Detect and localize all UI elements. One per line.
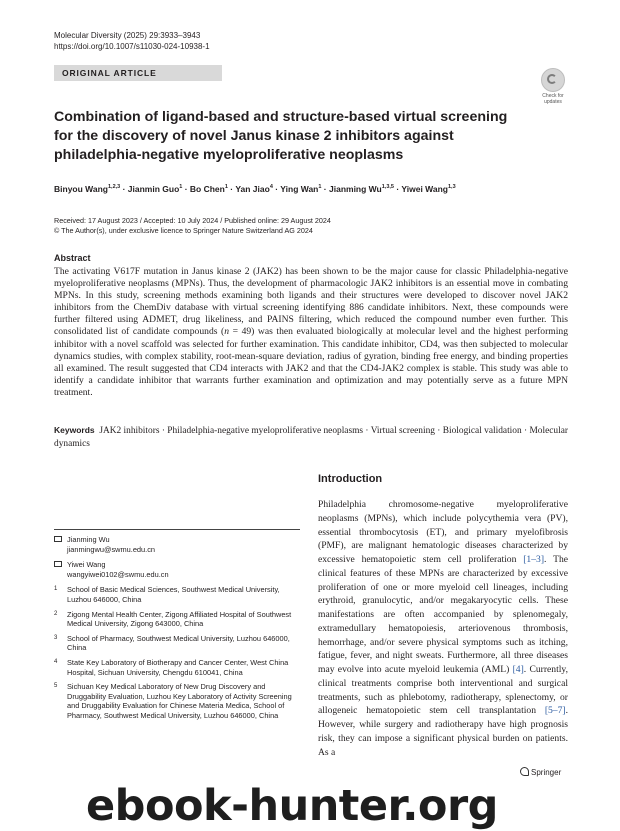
correspondent-email[interactable]: wangyiwei0102@swmu.edu.cn — [67, 569, 169, 579]
abstract-heading: Abstract — [54, 253, 91, 263]
citation-link[interactable]: [5–7] — [544, 705, 566, 717]
affiliation-number: 4 — [54, 658, 58, 665]
author-separator: · — [227, 183, 236, 194]
affiliation-number: 3 — [54, 634, 58, 641]
author-separator: · — [321, 183, 329, 194]
affiliation-number: 2 — [54, 610, 58, 617]
refresh-icon — [541, 68, 565, 92]
article-type-banner: ORIGINAL ARTICLE — [54, 65, 222, 81]
affiliation-item — [54, 634, 304, 653]
affiliation-number: 5 — [54, 683, 58, 690]
author-name[interactable]: Bo Chen$^1$ — [189, 183, 228, 194]
affiliations-footnote — [54, 535, 304, 726]
affiliation-text: School of Basic Medical Sciences, Southwest Medical University, Luzhou 646000, China — [67, 585, 280, 604]
affiliation-item — [54, 610, 304, 629]
author-name[interactable]: Jianming Wu$^{1,3,5}$ — [329, 183, 394, 194]
footnote-divider — [54, 529, 300, 530]
author-name[interactable]: Yiwei Wang$^{1,3}$ — [401, 183, 456, 194]
affiliation-text: State Key Laboratory of Biotherapy and Cancer Center, West China Hospital, Sichuan University, Chengdu 610041, China — [67, 657, 289, 677]
springer-horse-icon — [520, 767, 529, 776]
watermark: ebook-hunter.org — [86, 781, 498, 831]
correspondence-entry — [54, 560, 304, 579]
author-separator: · — [393, 183, 402, 194]
author-name[interactable]: Binyou Wang$^{1,2,3}$ — [54, 183, 121, 194]
keywords-text: JAK2 inhibitors · Philadelphia-negative myeloproliferative neoplasms · Virtual screening · Biological validation · Molecular dynamics — [54, 426, 568, 449]
envelope-icon — [54, 536, 62, 542]
introduction-body: Philadelphia chromosome-negative myeloproliferative neoplasms (MPNs), which include polycythemia vera (PV), essential thrombocytosis (ET), and primary myelofibrosis (PMF), are malignant hematologic diseases characterized by excessive hematopoietic stem cell proliferation [1–3]. The clinical features of these MPNs are characterized by excessive proliferation of one or more myeloid cell lineages, including erythroid, granulocytic, and/or megakaryocytic cells. These manifestations are often accompanied by splenomegaly, extramedullary hematopoiesis, arteriovenous thrombosis, hemorrhage, and/or severe physical symptoms such as itching, fatigue, fever, and night sweats. Furthermore, all three diseases may evolve into acute myeloid leukemia (AML) [4]. Currently, clinical treatments comprise both interventional and surgical treatments, such as phlebotomy, radiotherapy, splenectomy, or allogeneic hematopoietic stem cell transplantation [5–7]. However, while surgery and radiotherapy have high prognosis risk, they can impose a significant physical burden on patients. As a — [318, 499, 568, 758]
author-separator: · — [120, 183, 128, 194]
check-for-updates-badge[interactable] — [536, 68, 570, 105]
author-separator: · — [182, 183, 190, 194]
author-list — [54, 181, 574, 195]
correspondent-name: Jianming Wu — [67, 535, 110, 544]
article-title: Combination of ligand-based and structure-based virtual screening for the discovery of novel Janus kinase 2 inhibitors against philadelphia-negative myeloproliferative neoplasms — [54, 109, 508, 163]
keywords — [54, 424, 568, 450]
abstract-body: The activating V617F mutation in Janus kinase 2 (JAK2) has been shown to be the major cause for classic Philadelphia-negative myeloproliferative neoplasms (MPNs). Thus, the development of pharmacologic JAK2 inhibitors is an essential move in combating MPNs. In this study, screening methods examining both ligands and their structures were developed to discover novel JAK2 inhibitors from the ChemDiv database with virtual screening identifying 886 candidate inhibitors. Next, these compounds were further filtered using ADMET, drug likeliness, and PAINS filtering, which reduced the compound number even further. This consolidated list of candidate compounds (n = 49) was then evaluated biologically at molecular level and the highest performing inhibitor with a novel scaffold was selected for further examination. This candidate inhibitor, CD4, was then subjected to molecular dynamics studies, with complex stability, root-mean-square deviation, radius of gyration, binding free energy, and binding properties all examined. The result suggested that CD4 interacts with JAK2 and that the CD4-JAK2 complex is stable. This study was able to identify a candidate inhibitor that warrants further examination and optimization and may potentially serve as a future MPN treatment. — [54, 266, 568, 398]
copyright-line: © The Author(s), under exclusive licence to Springer Nature Switzerland AG 2024 — [54, 226, 313, 235]
correspondent-email[interactable]: jianmingwu@swmu.edu.cn — [67, 544, 156, 554]
publisher-logo — [520, 767, 561, 777]
citation-link[interactable]: [1–3] — [523, 554, 545, 565]
check-updates-label: Check for updates — [542, 93, 564, 105]
affiliation-text: Sichuan Key Medical Laboratory of New Drug Discovery and Druggability Evaluation, Luzhou Key Laboratory of Activity Screening and Druggability Evaluation for Chinese Materia Medica, School of Pharmacy, Southwest Medical University, Luzhou 646000, China — [67, 682, 292, 720]
author-name[interactable]: Jianmin Guo$^1$ — [127, 183, 183, 194]
author-name[interactable]: Yan Jiao$^4$ — [235, 183, 273, 194]
keywords-label: Keywords — [54, 425, 95, 435]
publication-dates — [54, 216, 331, 236]
affiliation-item — [54, 585, 304, 604]
correspondence-entry — [54, 535, 304, 554]
correspondent-name: Yiwei Wang — [67, 560, 106, 570]
doi-link[interactable]: https://doi.org/10.1007/s11030-024-10938-1 — [54, 42, 210, 51]
envelope-icon — [54, 561, 62, 567]
citation-link[interactable]: [4] — [512, 664, 524, 675]
journal-citation: Molecular Diversity (2025) 29:3933–3943 — [54, 31, 201, 40]
introduction-heading: Introduction — [318, 473, 383, 485]
affiliation-number: 1 — [54, 586, 58, 593]
journal-info — [54, 30, 210, 52]
author-separator: · — [272, 183, 281, 194]
affiliation-item — [54, 658, 304, 677]
author-name[interactable]: Ying Wan$^1$ — [280, 183, 322, 194]
affiliation-text: Zigong Mental Health Center, Zigong Affiliated Hospital of Southwest Medical University, Zigong 643000, China — [67, 609, 292, 629]
affiliation-text: School of Pharmacy, Southwest Medical University, Luzhou 646000, China — [67, 633, 290, 653]
received-accepted-line: Received: 17 August 2023 / Accepted: 10 July 2024 / Published online: 29 August 2024 — [54, 216, 331, 225]
affiliation-item — [54, 682, 304, 720]
publisher-name: Springer — [531, 768, 562, 777]
